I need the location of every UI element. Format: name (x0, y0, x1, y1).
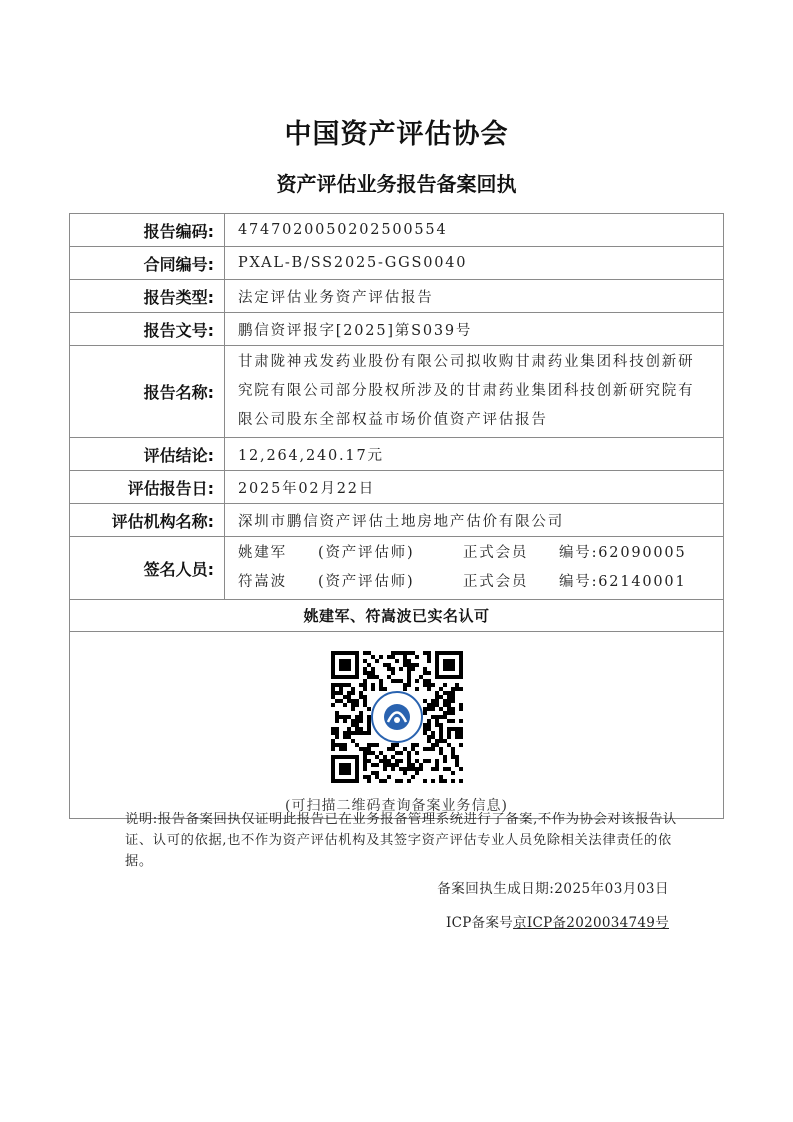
agency-label: 评估机构名称: (70, 504, 225, 537)
row-contract-no (70, 247, 724, 280)
qr-cell (70, 632, 724, 819)
page-subtitle: 资产评估业务报告备案回执 (276, 172, 517, 196)
report-date-value: 2025年02月22日 (225, 471, 724, 504)
agency-value: 深圳市鹏信资产评估土地房地产估价有限公司 (225, 504, 724, 537)
icp-prefix: ICP备案号 (446, 915, 514, 931)
icp-record (446, 911, 669, 931)
report-type-value: 法定评估业务资产评估报告 (225, 280, 724, 313)
contract-no-label: 合同编号: (70, 247, 225, 280)
row-qr (70, 632, 724, 819)
row-conclusion (70, 438, 724, 471)
report-name-line: 甘肃陇神戎发药业股份有限公司拟收购甘肃药业集团科技创新研 (238, 354, 695, 370)
row-signers (70, 537, 724, 600)
signer-role: (资产评估师) (318, 545, 415, 561)
signer-membership: 正式会员 (463, 574, 529, 590)
row-report-type (70, 280, 724, 313)
signer-membership: 正式会员 (463, 545, 529, 561)
row-report-code (70, 214, 724, 247)
report-code-label: 报告编码: (70, 214, 225, 247)
filing-info-table (69, 213, 724, 819)
signers-value (225, 537, 724, 600)
conclusion-label: 评估结论: (70, 438, 225, 471)
report-name-line: 限公司股东全部权益市场价值资产评估报告 (238, 412, 548, 428)
signer-number: 编号:62090005 (559, 545, 687, 561)
row-report-date (70, 471, 724, 504)
report-name-label: 报告名称: (70, 346, 225, 438)
qr-code-icon (331, 651, 463, 783)
report-type-label: 报告类型: (70, 280, 225, 313)
report-doc-no-value: 鹏信资评报字[2025]第S039号 (225, 313, 724, 346)
signer-line (238, 539, 715, 568)
report-name-line: 究院有限公司部分股权所涉及的甘肃药业集团科技创新研究院有 (238, 383, 695, 399)
icp-number-link[interactable]: 京ICP备2020034749号 (513, 915, 669, 931)
row-agency (70, 504, 724, 537)
qr-caption: (可扫描二维码查询备案业务信息) (285, 798, 508, 814)
row-report-name (70, 346, 724, 438)
disclaimer-note: 说明:报告备案回执仅证明此报告已在业务报备管理系统进行了备案,不作为协会对该报告认证、认可的依据,也不作为资产评估机构及其签字资产评估专业人员免除相关法律责任的依据。 (125, 812, 677, 869)
signer-name: 姚建军 (238, 545, 287, 561)
qr-code[interactable] (331, 651, 463, 783)
row-realname (70, 600, 724, 632)
conclusion-value: 12,264,240.17元 (225, 438, 724, 471)
signer-role: (资产评估师) (318, 574, 415, 590)
signer-line (238, 568, 715, 597)
signers-label: 签名人员: (70, 537, 225, 600)
signer-name: 符嵩波 (238, 574, 287, 590)
report-date-label: 评估报告日: (70, 471, 225, 504)
row-report-doc-no (70, 313, 724, 346)
contract-no-value: PXAL-B/SS2025-GGS0040 (225, 247, 724, 280)
page-title: 中国资产评估协会 (284, 119, 509, 150)
realname-notice: 姚建军、符嵩波已实名认可 (70, 600, 724, 632)
signer-number: 编号:62140001 (559, 574, 687, 590)
report-code-value: 4747020050202500554 (225, 214, 724, 247)
report-doc-no-label: 报告文号: (70, 313, 225, 346)
generated-date: 备案回执生成日期:2025年03月03日 (437, 881, 669, 897)
report-name-value (225, 346, 724, 438)
